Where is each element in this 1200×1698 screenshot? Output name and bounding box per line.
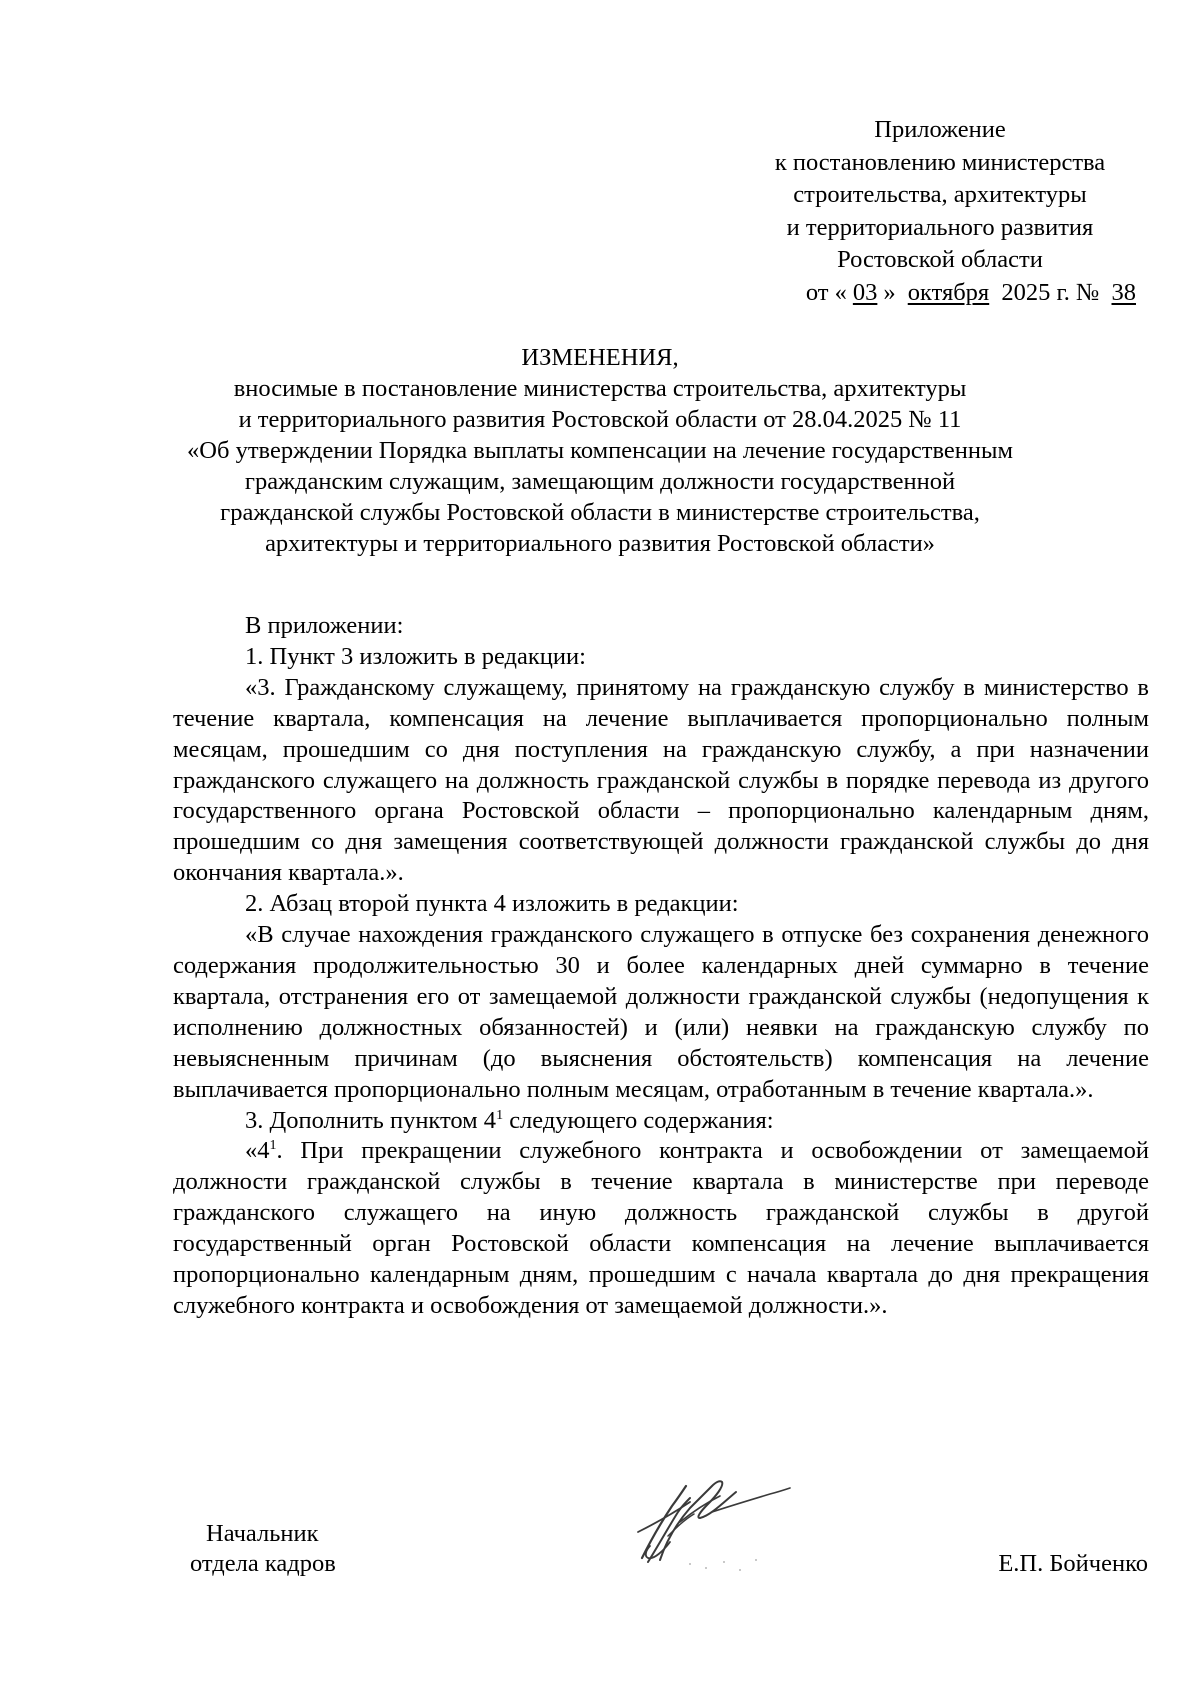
item-3-text-body: . При прекращении служебного контракта и освобождении от замещаемой должности гражданской службы в течение квартала в министерстве при переводе гражданского служащего на иную должность гражданской службы в другой государственный орган Ростовской области компенсация на лечение выплачивается пропорционально календарным дням, прошедшим с начала квартала до дня прекращения служебного контракта и освобождения от замещаемой должности.». bbox=[173, 1137, 1149, 1319]
title-line-6: архитектуры и территориального развития Ростовской области» bbox=[265, 530, 935, 557]
item-3-prefix: 3. Дополнить пунктом 4 bbox=[245, 1106, 497, 1134]
item-3-superscript: 1 bbox=[496, 1107, 504, 1123]
title-line-5: гражданской службы Ростовской области в министерстве строительства, bbox=[220, 499, 980, 526]
handwritten-signature bbox=[620, 1462, 800, 1582]
item-2-heading: 2. Абзац второй пункта 4 изложить в редакции: bbox=[245, 890, 739, 918]
date-year: 2025 г. № bbox=[1001, 278, 1100, 306]
position-line-1: Начальник bbox=[206, 1520, 319, 1547]
position-line-2: отдела кадров bbox=[190, 1550, 336, 1577]
item-3-text bbox=[173, 1136, 1149, 1321]
appendix-line-5: Ростовской области bbox=[837, 246, 1043, 273]
title-line-3: «Об утверждении Порядка выплаты компенсации на лечение государственным bbox=[187, 437, 1013, 464]
date-day-suffix: » bbox=[883, 278, 896, 306]
document-number: 38 bbox=[1111, 278, 1136, 306]
body-intro: В приложении: bbox=[245, 612, 404, 639]
appendix-label: Приложение bbox=[874, 116, 1006, 143]
appendix-line-4: и территориального развития bbox=[786, 213, 1094, 241]
title-line-4: гражданским служащим, замещающим должности государственной bbox=[244, 468, 956, 495]
appendix-date-line bbox=[730, 277, 1150, 310]
signatory-position bbox=[190, 1519, 336, 1579]
item-3-text-prefix: «4 bbox=[245, 1137, 270, 1165]
date-month: октября bbox=[907, 278, 990, 306]
appendix-header bbox=[730, 114, 1150, 309]
item-2-text: «В случае нахождения гражданского служащего в отпуске без сохранения денежного содержания продолжительностью 30 и более календарных дней суммарно в течение квартала, отстранения его от замещаемой должности гражданской службы (недопущения к исполнению должностных обязанностей) и (или) неявки на гражданскую службу по невыясненным причинам (до выяснения обстоятельств) компенсация на лечение выплачивается пропорционально полным месяцам, отработанным в течение квартала.». bbox=[173, 921, 1149, 1103]
appendix-line-2: к постановлению министерства bbox=[774, 148, 1106, 176]
item-1-heading: 1. Пункт 3 изложить в редакции: bbox=[245, 642, 586, 670]
appendix-line-3: строительства, архитектуры bbox=[793, 181, 1087, 208]
document-title bbox=[0, 342, 1200, 559]
item-1-text: «3. Гражданскому служащему, принятому на гражданскую службу в министерство в течение квартала, компенсация на лечение выплачивается пропорционально полным месяцам, прошедшим со дня поступления на гражданскую службу, а при назначении гражданского служащего на должность гражданской службы в порядке перевода из другого государственного органа Ростовской области – пропорционально календарным дням, прошедшим со дня замещения соответствующей должности гражданской службы до дня окончания квартала.». bbox=[173, 673, 1149, 887]
title-line-2: и территориального развития Ростовской области от 28.04.2025 № 11 bbox=[238, 406, 962, 433]
item-3-heading bbox=[173, 1106, 1149, 1137]
item-3-text-superscript: 1 bbox=[269, 1138, 277, 1154]
document-body bbox=[173, 611, 1149, 1322]
date-prefix: от « bbox=[805, 278, 847, 306]
signatory-name: Е.П. Бойченко bbox=[998, 1550, 1148, 1577]
item-3-suffix: следующего содержания: bbox=[503, 1106, 774, 1134]
date-day: 03 bbox=[852, 278, 878, 306]
title-heading: ИЗМЕНЕНИЯ, bbox=[521, 344, 679, 371]
title-line-1: вносимые в постановление министерства строительства, архитектуры bbox=[233, 375, 967, 402]
